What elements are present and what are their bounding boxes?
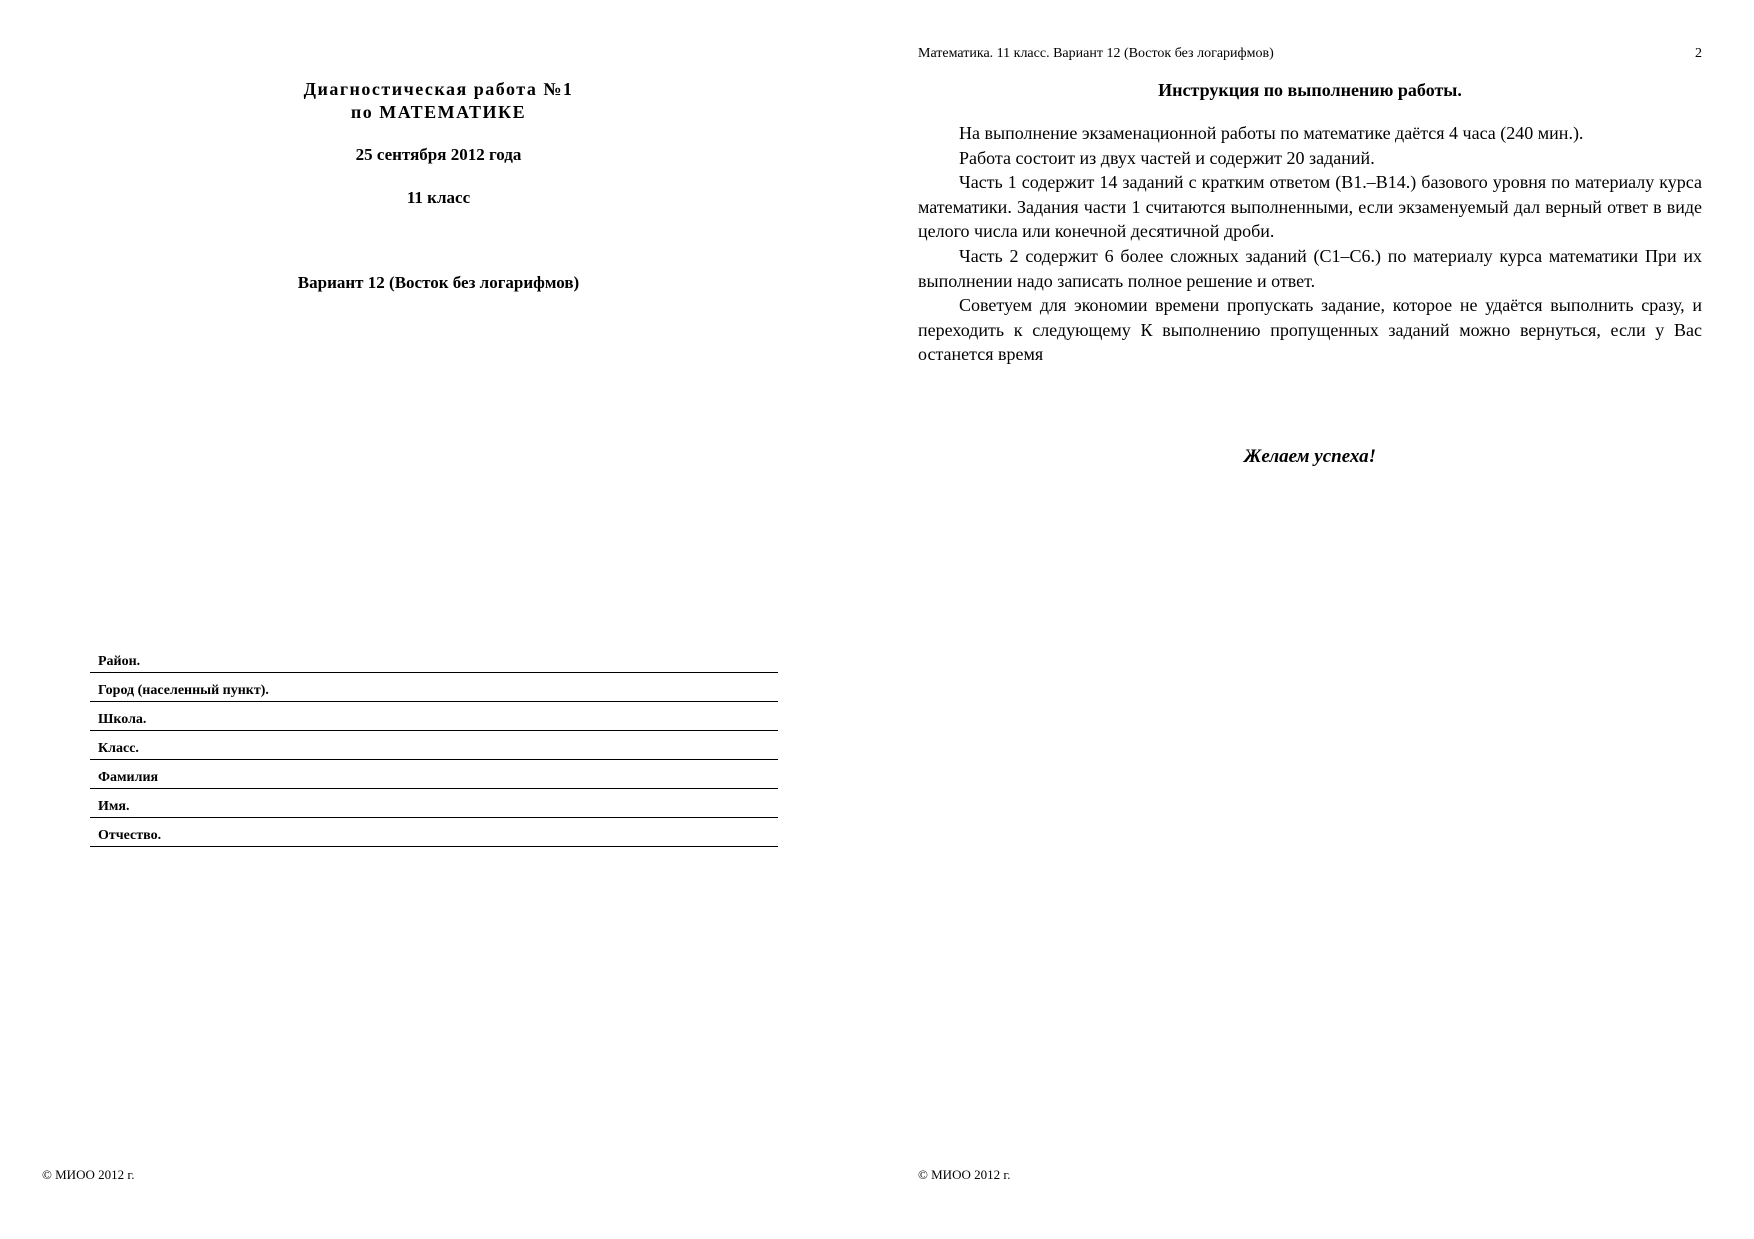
paragraph: Работа состоит из двух частей и содержит 20 заданий.: [959, 147, 1375, 168]
form-field-label: Город (населенный пункт).: [98, 683, 269, 698]
page-number: 2: [1695, 46, 1702, 61]
form-field-city: [90, 673, 778, 702]
form-field-district: [90, 644, 778, 673]
paragraph: Часть 1 содержит 14 заданий с кратким ответом (В1.–В14.) базового уровня по материалу курса математики. Задания части 1 считаются выполненными, если экзаменуемый дал верный ответ в виде целого числа или конечной десятичной дроби.: [918, 172, 1702, 242]
document-subject: по МАТЕМАТИКЕ: [350, 102, 527, 122]
form-field-label: Район.: [98, 654, 141, 669]
grade-label: 11 класс: [406, 188, 471, 207]
form-field-label: Класс.: [98, 741, 139, 756]
instruction-body: [918, 121, 1702, 367]
copyright-footer: © МИОО 2012 г.: [918, 1167, 1011, 1182]
form-field-name: [90, 789, 778, 818]
running-header-text: Математика. 11 класс. Вариант 12 (Восток без логарифмов): [918, 46, 1274, 61]
right-page: [877, 0, 1754, 1239]
form-field-label: Фамилия: [98, 770, 159, 785]
running-header: [918, 45, 1702, 63]
form-field-label: Школа.: [98, 712, 147, 727]
paragraph: На выполнение экзаменационной работы по математике даётся 4 часа (240 мин.).: [959, 123, 1584, 143]
form-field-surname: [90, 760, 778, 789]
closing-wish: Желаем успеха!: [1243, 446, 1377, 467]
exam-date: 25 сентября 2012 года: [355, 145, 522, 164]
form-field-patronymic: [90, 818, 778, 847]
form-field-school: [90, 702, 778, 731]
document-title: Диагностическая работа №1: [303, 79, 574, 99]
paragraph: Часть 2 содержит 6 более сложных заданий (С1–С6.) по материалу курса математики При их выполнении надо записать полное решение и ответ.: [918, 245, 1702, 291]
form-field-label: Отчество.: [98, 828, 162, 843]
copyright-footer: © МИОО 2012 г.: [42, 1167, 135, 1182]
student-info-form: [90, 644, 778, 847]
form-field-label: Имя.: [98, 799, 130, 814]
instruction-title: Инструкция по выполнению работы.: [1158, 80, 1462, 100]
paragraph: Советуем для экономии времени пропускать задание, которое не удаётся выполнить сразу, и переходить к следующему К выполнению пропущенных заданий можно вернуться, если у Вас останется время: [918, 295, 1702, 365]
form-field-class: [90, 731, 778, 760]
variant-label: Вариант 12 (Восток без логарифмов): [297, 273, 580, 292]
